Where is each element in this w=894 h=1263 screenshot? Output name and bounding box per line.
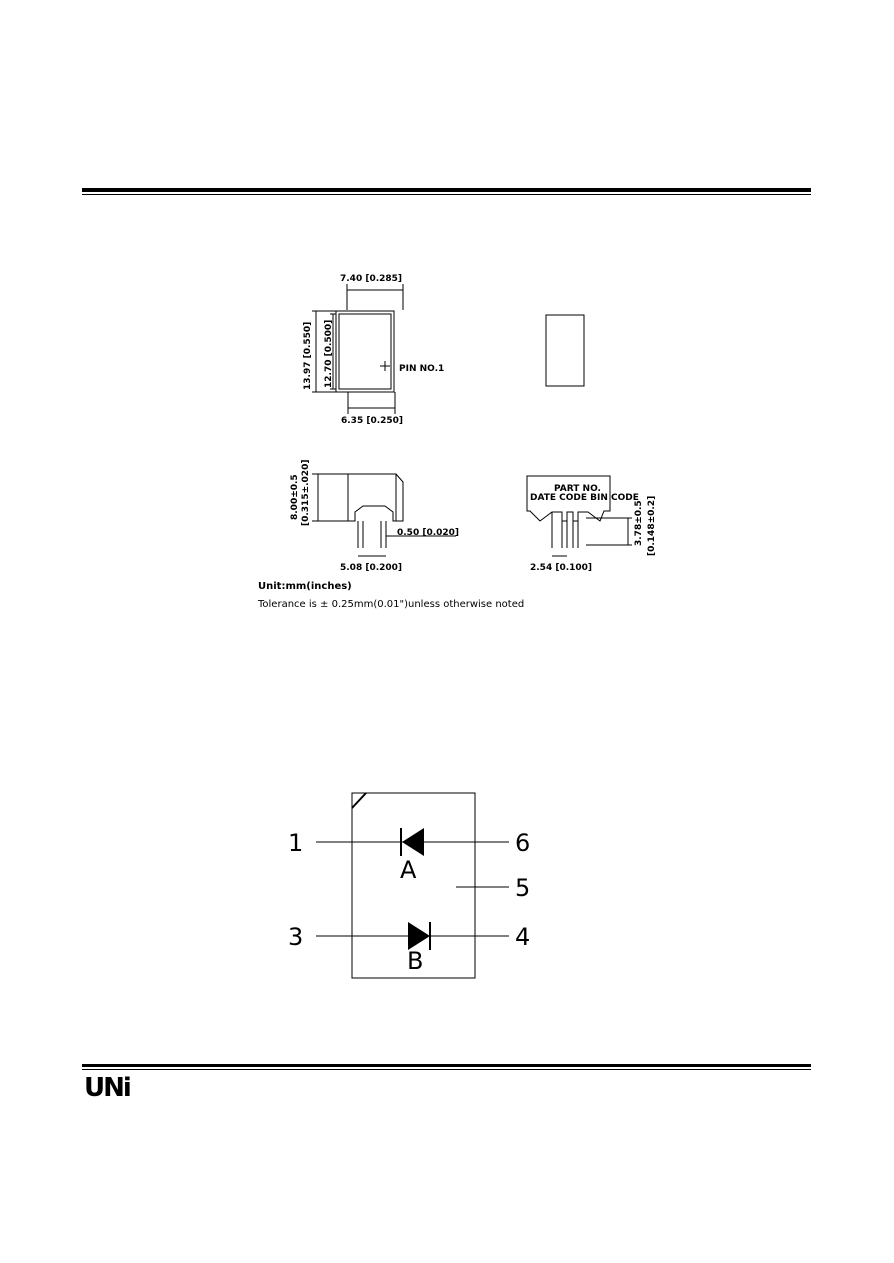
height-outer-dim-label: 13.97 [0.550] <box>303 321 313 390</box>
height-inner-dim-label: 12.70 [0.500] <box>324 319 334 388</box>
bottom-dim-label: 6.35 [0.250] <box>341 416 404 426</box>
pin-1-label: 1 <box>288 829 304 857</box>
footer-rule-thick <box>82 1064 811 1067</box>
diode-b-label: B <box>407 947 424 975</box>
diode-a-label: A <box>400 856 417 884</box>
width-dim-label: 7.40 [0.285] <box>340 274 403 284</box>
pin-3-label: 3 <box>288 923 304 951</box>
lead-span-dim-label: 5.08 [0.200] <box>340 563 403 573</box>
tolerance-note: Tolerance is ± 0.25mm(0.01")unless otherwise noted <box>258 599 525 610</box>
footer-rule-thin <box>82 1069 811 1070</box>
diode-b-icon <box>408 922 430 950</box>
pin-no-label: PIN NO.1 <box>399 364 445 374</box>
pin-6-label: 6 <box>515 829 531 857</box>
unit-note: Unit:mm(inches) <box>258 581 352 592</box>
marking-part-no: PART NO. <box>554 484 601 494</box>
marking-date-bin-code: DATE CODE BIN CODE <box>530 493 639 503</box>
pin-4-label: 4 <box>515 923 531 951</box>
side-height-inch-dim-label: [0.315±.020] <box>301 459 311 526</box>
pin-5-label: 5 <box>515 874 531 902</box>
lead-thickness-dim-label: 0.50 [0.020] <box>397 528 460 538</box>
diode-a-icon <box>402 828 424 856</box>
lead-length-dim-label: 3.78±0.5 <box>634 500 644 546</box>
side-height-dim-label: 8.00±0.5 <box>290 474 300 520</box>
company-logo: UNi <box>84 1073 130 1103</box>
pitch-dim-label: 2.54 [0.100] <box>530 563 593 573</box>
lead-length-inch-dim-label: [0.148±0.2] <box>647 495 657 556</box>
